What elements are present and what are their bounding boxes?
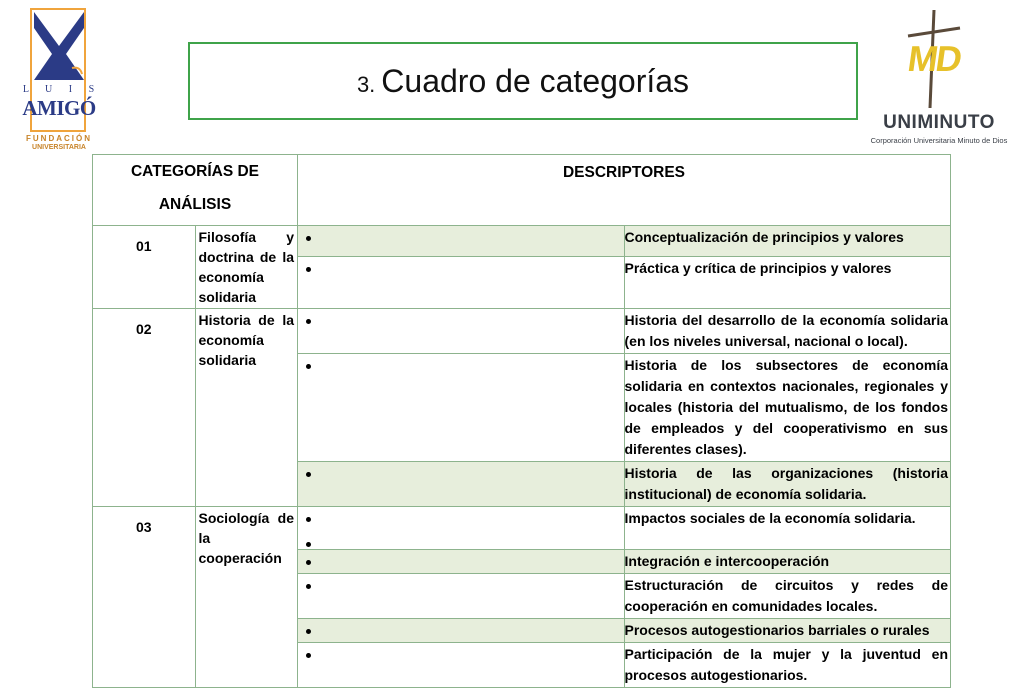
table-row <box>93 309 951 354</box>
logo-universitaria-text: UNIVERSITARIA <box>32 144 86 151</box>
table-row <box>93 507 951 550</box>
logo-uniminuto-text: UNIMINUTO <box>883 112 995 133</box>
descriptor-item: Impactos sociales de la economía solidaria. <box>624 507 951 550</box>
row-category: Historia de la economía solidaria <box>195 309 298 507</box>
header-descriptors: DESCRIPTORES <box>298 155 951 226</box>
bullet-icon <box>298 354 625 462</box>
bullet-icon <box>298 574 625 619</box>
logo-amigo-text: AMIGÓ <box>22 96 96 120</box>
descriptor-item: Historia de las organizaciones (historia institucional) de economía solidaria. <box>624 462 951 507</box>
bullet-icon <box>298 507 625 550</box>
row-number: 01 <box>93 226 196 309</box>
descriptor-item: Procesos autogestionarios barriales o rurales <box>624 619 951 643</box>
bullet-icon <box>298 619 625 643</box>
slide-title <box>188 42 858 120</box>
logo-fundacion-text: FUNDACIÓN <box>26 134 92 143</box>
descriptor-item: Historia del desarrollo de la economía solidaria (en los niveles universal, nacional o local). <box>624 309 951 354</box>
row-category: Filosofía y doctrina de la economía solidaria <box>195 226 298 309</box>
bullet-icon <box>298 226 625 257</box>
descriptor-item: Práctica y crítica de principios y valores <box>624 257 951 309</box>
descriptor-item: Conceptualización de principios y valores <box>624 226 951 257</box>
descriptor-item: Integración e intercooperación <box>624 550 951 574</box>
row-category: Sociología de la cooperación <box>195 507 298 688</box>
descriptor-item: Estructuración de circuitos y redes de cooperación en comunidades locales. <box>624 574 951 619</box>
uniminuto-logo <box>864 8 1014 150</box>
title-text: Cuadro de categorías <box>381 62 690 99</box>
row-number: 02 <box>93 309 196 507</box>
table-row <box>93 226 951 257</box>
fundacion-luis-amigo-logo <box>14 6 104 156</box>
bullet-icon <box>298 550 625 574</box>
bullet-icon <box>298 309 625 354</box>
logo-md-mark: MD <box>905 38 963 79</box>
bullet-icon <box>298 257 625 309</box>
logo-luis-text: L U I S <box>22 84 102 95</box>
descriptor-item: Historia de los subsectores de economía solidaria en contextos nacionales, regionales y locales (historia del mutualismo, de los fondos de empleados y del cooperativismo en sus diferentes clases). <box>624 354 951 462</box>
descriptor-item: Participación de la mujer y la juventud en procesos autogestionarios. <box>624 643 951 688</box>
logo-uniminuto-subtitle: Corporación Universitaria Minuto de Dios <box>870 136 1008 145</box>
bullet-icon <box>298 643 625 688</box>
logo-emblem-icon <box>14 6 104 96</box>
bullet-icon <box>298 462 625 507</box>
title-number: 3. <box>356 72 376 97</box>
categories-table <box>92 154 951 688</box>
row-number: 03 <box>93 507 196 688</box>
header-categories: CATEGORÍAS DE ANÁLISIS <box>93 155 298 226</box>
